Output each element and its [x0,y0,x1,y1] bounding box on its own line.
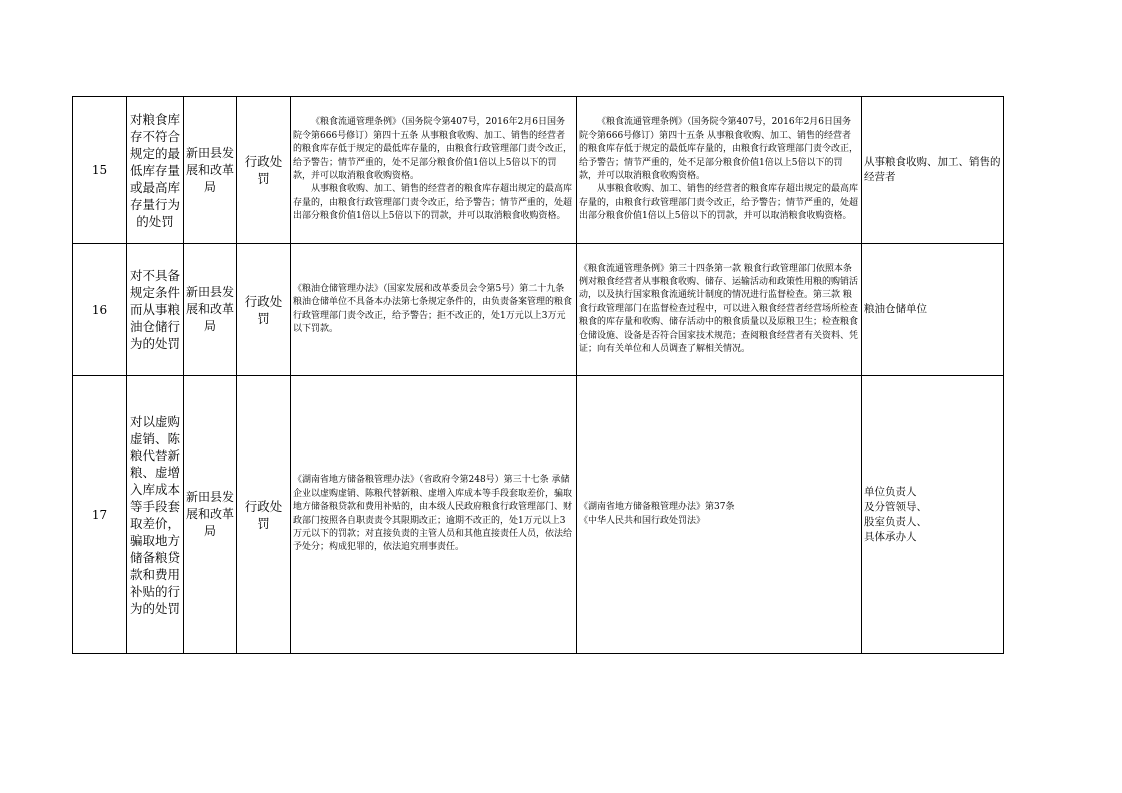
power-type: 行政处罚 [237,376,291,654]
penalty-target: 粮油仓储单位 [862,244,1004,376]
legal-basis-cell [291,376,577,654]
legal-basis-cell [291,97,577,244]
table-row [73,97,1004,244]
row-number: 15 [73,97,127,244]
law-reference-cell [577,97,862,244]
row-number: 16 [73,244,127,376]
row-number: 17 [73,376,127,654]
penalty-target-line: 单位负责人 [864,485,917,498]
penalty-target: 从事粮食收购、加工、销售的经营者 [862,97,1004,244]
implementing-department: 新田县发展和改革局 [184,244,237,376]
legal-basis-paragraph: 《粮食流通管理条例》（国务院令第407号，2016年2月6日国务院令第666号修订）第四十五条 从事粮食收购、加工、销售的经营者的粮食库存低于规定的最低库存量的，由粮食行政管理部门责令改正，给予警告；情节严重的，处不足部分粮食价值1倍以上5倍以下的罚款，并可以取消粮食收购资格。 [293,117,573,181]
implementing-department: 新田县发展和改革局 [184,376,237,654]
penalty-target-line: 股室负责人、 [864,515,927,528]
law-reference-cell [577,376,862,654]
implementing-department: 新田县发展和改革局 [184,97,237,244]
law-reference-line: 《中华人民共和国行政处罚法》 [579,515,706,526]
penalty-target-line: 及分管领导、 [864,500,927,513]
legal-basis-cell [291,244,577,376]
table-row [73,244,1004,376]
legal-basis-paragraph: 从事粮食收购、加工、销售的经营者的粮食库存超出规定的最高库存量的，由粮食行政管理部门责令改正，给予警告；情节严重的，处超出部分粮食价值1倍以上5倍以下的罚款，并可以取消粮食收购资格。 [293,184,573,222]
law-reference-cell [577,244,862,376]
legal-basis-paragraph: 《湖南省地方储备粮管理办法》（省政府令第248号）第三十七条 承储企业以虚购虚销、陈粮代替新粮、虚增入库成本等手段套取差价，骗取地方储备粮贷款和费用补贴的，由本级人民政府粮食行政管理部门、财政部门按照各自职责责令其限期改正；逾期不改正的，处1万元以上3万元以下的罚款；对直接负责的主管人员和其他直接责任人员，依法给予处分；构成犯罪的，依法追究刑事责任。 [293,475,573,553]
penalty-item-name: 对粮食库存不符合规定的最低库存量或最高库存量行为的处罚 [127,97,184,244]
power-type: 行政处罚 [237,97,291,244]
law-reference-paragraph: 从事粮食收购、加工、销售的经营者的粮食库存超出规定的最高库存量的，由粮食行政管理部门责令改正，给予警告；情节严重的，处超出部分粮食价值1倍以上5倍以下的罚款，并可以取消粮食收购资格。 [579,184,859,222]
penalty-target-line: 具体承办人 [864,530,917,543]
law-reference-line: 《湖南省地方储备粮管理办法》第37条 [579,502,735,513]
law-reference-paragraph: 《粮食流通管理条例》第三十四条第一款 粮食行政管理部门依照本条例对粮食经营者从事粮食收购、储存、运输活动和政策性用粮的购销活动，以及执行国家粮食流通统计制度的情况进行监督检查。第三款 粮食行政管理部门在监督检查过程中，可以进入粮食经营者经营场所检查粮食的库存量和收购、储存活动中的粮食质量以及原粮卫生；检查粮食仓储设施、设备是否符合国家技术规范；查阅粮食经营者有关资料、凭证；向有关单位和人员调查了解相关情况。 [579,263,859,355]
penalty-item-name: 对不具备规定条件而从事粮油仓储行为的处罚 [127,244,184,376]
legal-basis-paragraph: 《粮油仓储管理办法》（国家发展和改革委员会令第5号）第二十九条 粮油仓储单位不具备本办法第七条规定条件的，由负责备案管理的粮食行政管理部门责令改正，给予警告；拒不改正的，处1万元以上3万元以下罚款。 [293,283,573,334]
power-type: 行政处罚 [237,244,291,376]
penalty-target-cell [862,376,1004,654]
penalty-item-name: 对以虚购虚销、陈粮代替新粮、虚增入库成本等手段套取差价，骗取地方储备粮贷款和费用补贴的行为的处罚 [127,376,184,654]
penalty-items-table [72,96,1004,654]
table-row [73,376,1004,654]
law-reference-paragraph: 《粮食流通管理条例》（国务院令第407号，2016年2月6日国务院令第666号修订）第四十五条 从事粮食收购、加工、销售的经营者的粮食库存低于规定的最低库存量的，由粮食行政管理部门责令改正，给予警告；情节严重的，处不足部分粮食价值1倍以上5倍以下的罚款，并可以取消粮食收购资格。 [579,117,859,181]
